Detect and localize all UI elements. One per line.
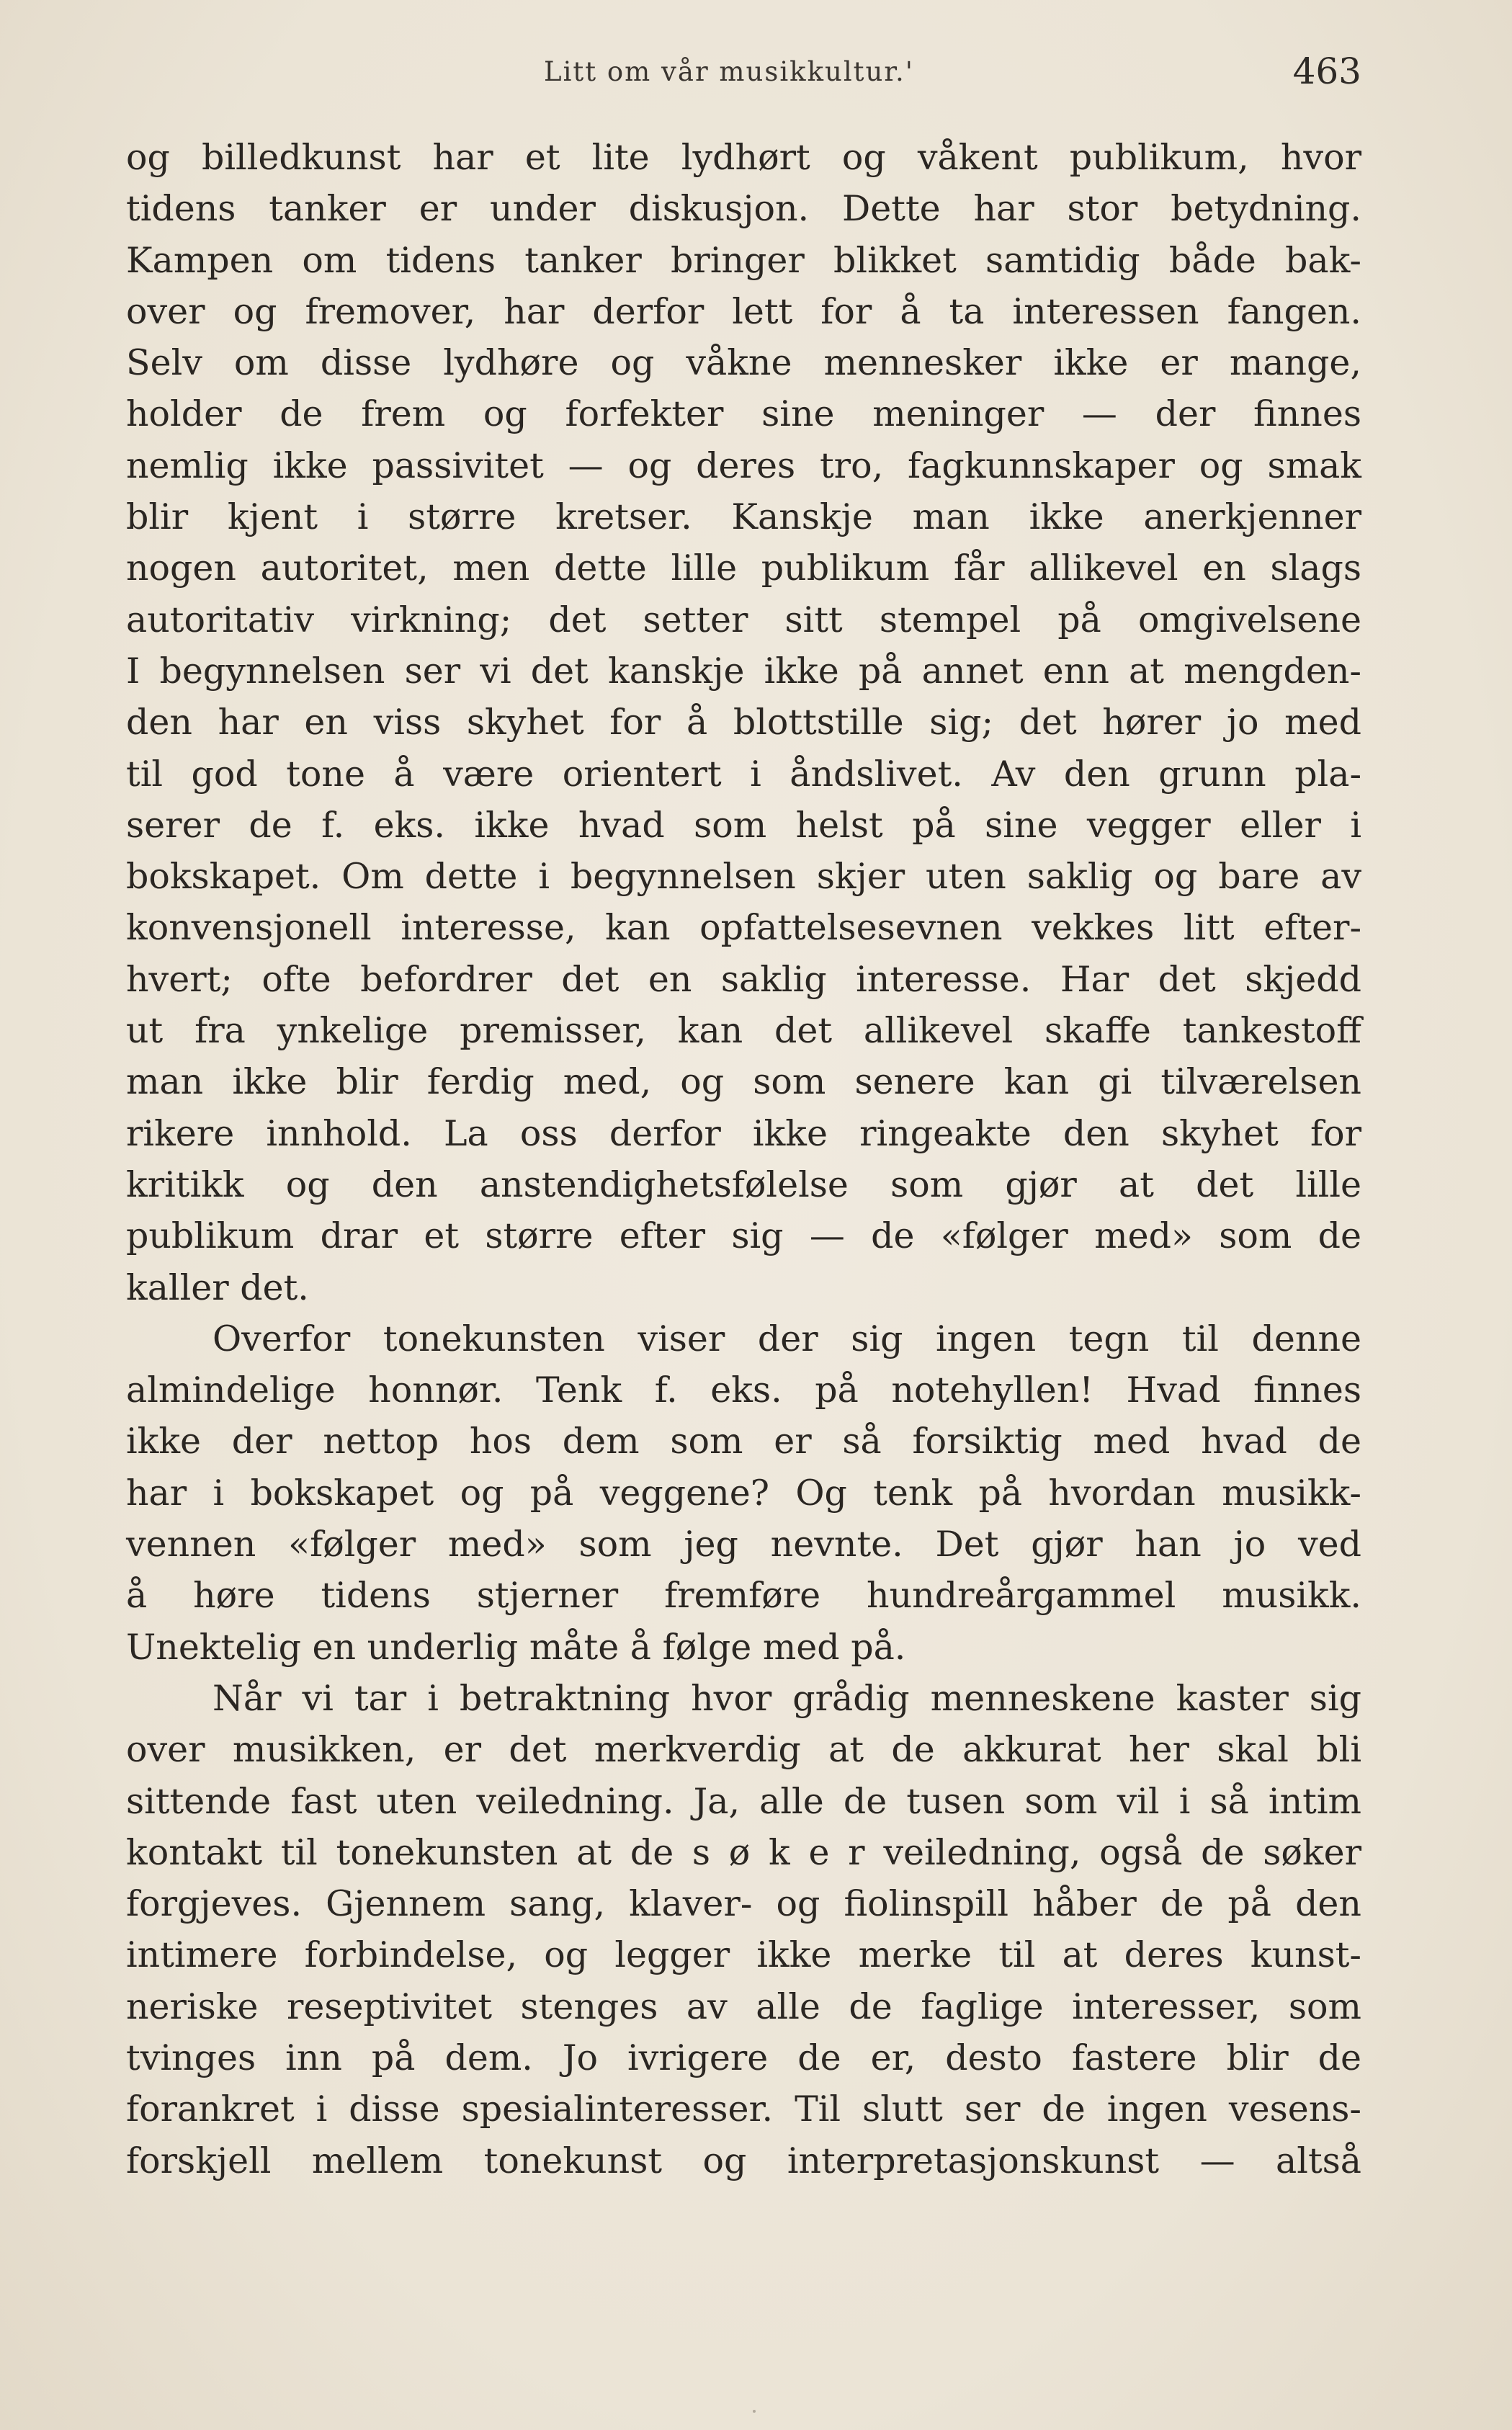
text-line: ikke der nettop hos dem som er så forsiktig med hvad de [126,1421,1361,1462]
text-line: Selv om disse lydhøre og våkne mennesker ikke er mange, [126,342,1361,384]
print-speck [753,2410,756,2413]
text-line: Kampen om tidens tanker bringer blikket samtidig både bak- [126,239,1361,281]
running-title: Litt om vår musikkultur.' [544,56,914,87]
text-line: Overfor tonekunsten viser der sig ingen tegn til denne [213,1318,1361,1359]
text-line: Unektelig en underlig måte å følge med på. [126,1626,906,1668]
text-line: nemlig ikke passivitet — og deres tro, fagkunnskaper og smak [126,445,1361,486]
text-line: autoritativ virkning; det setter sitt stempel på omgivelsene [126,599,1361,640]
text-line: publikum drar et større efter sig — de «følger med» som de [126,1215,1361,1257]
text-line: serer de f. eks. ikke hvad som helst på sine vegger eller i [126,804,1361,846]
text-line: kaller det. [126,1267,309,1308]
text-line: ut fra ynkelige premisser, kan det allikevel skaffe tankestoff [126,1010,1361,1052]
text-line: neriske reseptivitet stenges av alle de faglige interesser, som [126,1985,1361,2027]
text-line: vennen «følger med» som jeg nevnte. Det gjør han jo ved [126,1524,1361,1565]
text-line: tvinges inn på dem. Jo ivrigere de er, desto fastere blir de [126,2037,1361,2078]
text-line: den har en viss skyhet for å blottstille sig; det hører jo med [126,702,1361,743]
text-line: Når vi tar i betraktning hvor grådig menneskene kaster sig [213,1677,1361,1719]
text-line: tidens tanker er under diskusjon. Dette har stor betydning. [126,188,1361,230]
text-line: forskjell mellem tonekunst og interpretasjonskunst — altså [126,2140,1361,2181]
text-line: almindelige honnør. Tenk f. eks. på notehyllen! Hvad finnes [126,1370,1361,1411]
text-line: til god tone å være orientert i åndslivet. Av den grunn pla- [126,753,1361,795]
text-line: man ikke blir ferdig med, og som senere kan gi tilværelsen [126,1061,1361,1103]
text-line: konvensjonell interesse, kan opfattelsesevnen vekkes litt efter- [126,907,1361,949]
text-line: sittende fast uten veiledning. Ja, alle de tusen som vil i så intim [126,1780,1361,1822]
text-line: kontakt til tonekunsten at de s ø k e r veiledning, også de søker [126,1831,1361,1873]
text-line: forgjeves. Gjennem sang, klaver- og fiolinspill håber de på den [126,1883,1361,1925]
text-line: rikere innhold. La oss derfor ikke ringeakte den skyhet for [126,1112,1361,1154]
text-line: nogen autoritet, men dette lille publikum får allikevel en slags [126,548,1361,589]
text-line: bokskapet. Om dette i begynnelsen skjer uten saklig og bare av [126,856,1361,898]
text-line: I begynnelsen ser vi det kanskje ikke på annet enn at mengden- [126,650,1361,692]
text-line: blir kjent i større kretser. Kanskje man ikke anerkjenner [126,496,1361,538]
text-line: kritikk og den anstendighetsfølelse som gjør at det lille [126,1163,1361,1205]
text-line: over og fremover, har derfor lett for å ta interessen fangen. [126,290,1361,332]
body-text [126,132,1361,2186]
page-header [126,50,1361,94]
text-line: har i bokskapet og på veggene? Og tenk på hvordan musikk- [126,1472,1361,1514]
text-line: og billedkunst har et lite lydhørt og våkent publikum, hvor [126,137,1361,178]
text-line: intimere forbindelse, og legger ikke merke til at deres kunst- [126,1934,1361,1976]
text-line: holder de frem og forfekter sine meninger — der finnes [126,393,1361,435]
text-line: hvert; ofte befordrer det en saklig interesse. Har det skjedd [126,958,1361,1000]
text-line: å høre tidens stjerner fremføre hundreårgammel musikk. [126,1575,1361,1617]
text-line: forankret i disse spesialinteresser. Til slutt ser de ingen vesens- [126,2089,1361,2130]
text-line: over musikken, er det merkverdig at de akkurat her skal bli [126,1729,1361,1771]
page-number: 463 [1292,50,1361,92]
